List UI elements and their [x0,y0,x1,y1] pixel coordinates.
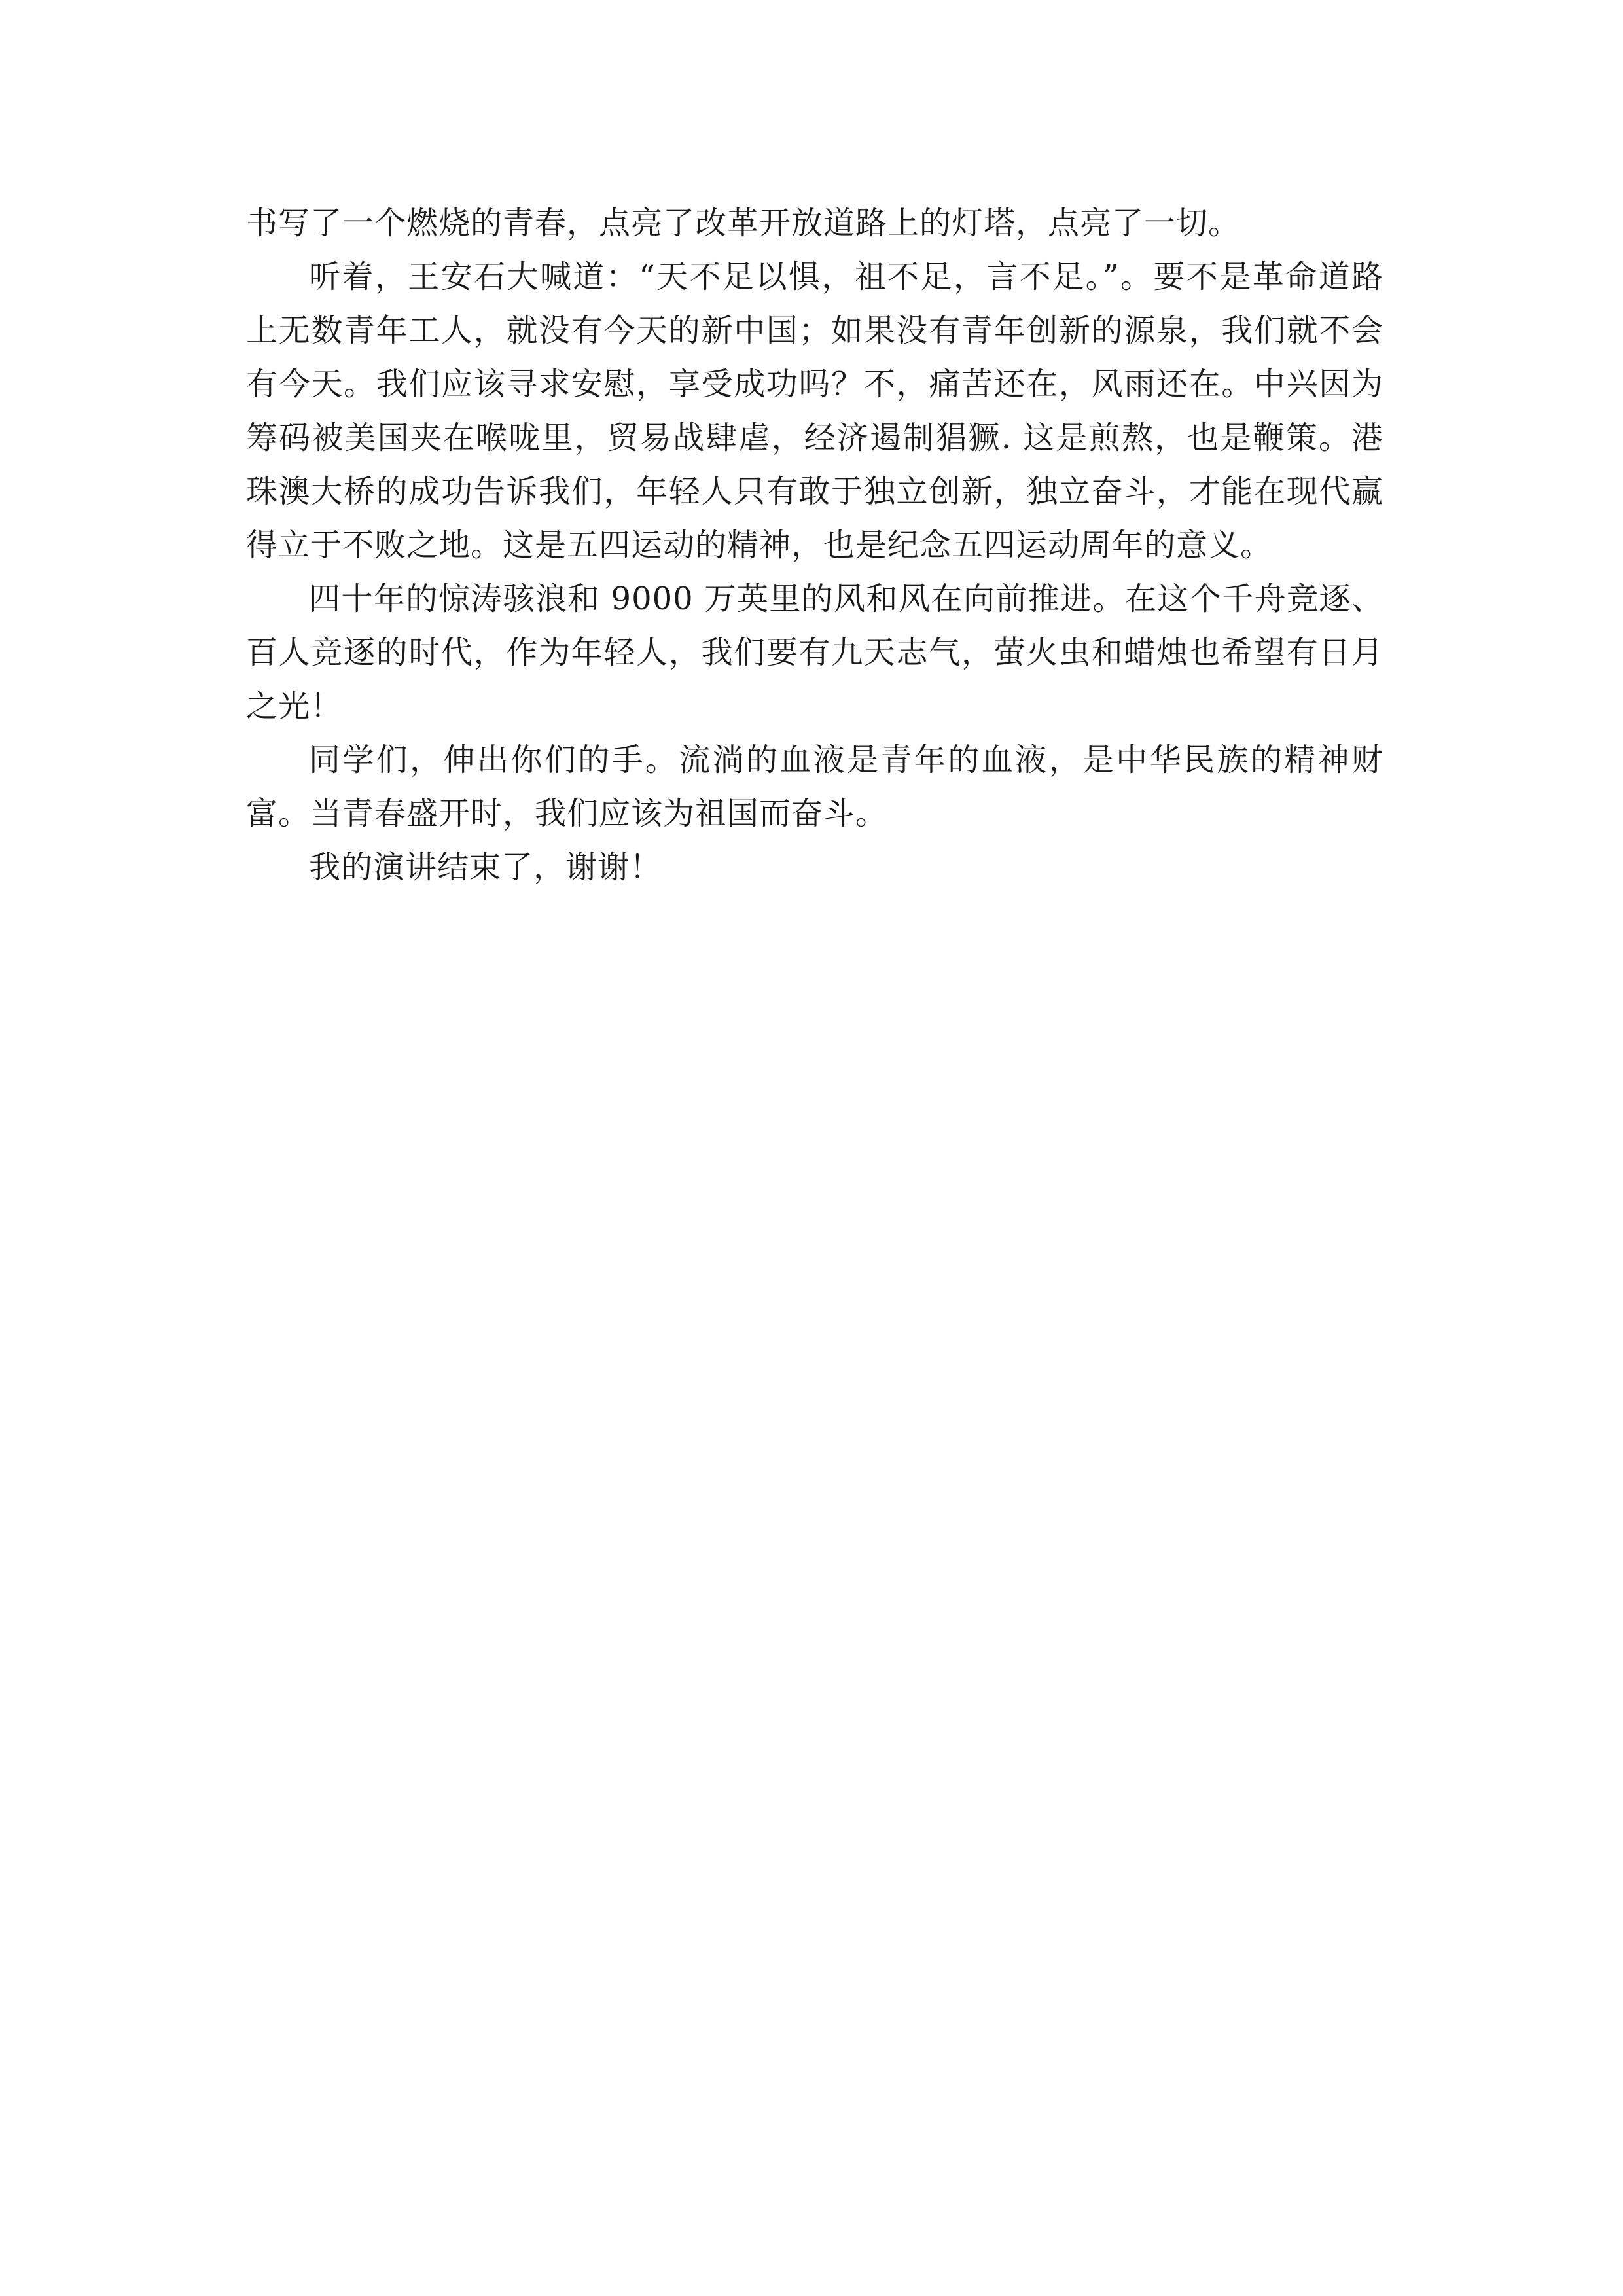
speech-body [246,196,1383,894]
paragraph-5: 我的演讲结束了，谢谢！ [309,849,662,886]
paragraph-4: 同学们，伸出你们的手。流淌的血液是青年的血液，是中华民族的精神财富。当青春盛开时，我们应该为祖国而奋斗。 [246,742,1383,832]
paragraph-2: 听着，王安石大喊道：“天不足以惧，祖不足，言不足。”。要不是革命道路上无数青年工人，就没有今天的新中国；如果没有青年创新的源泉，我们就不会有今天。我们应该寻求安慰，享受成功吗？不，痛苦还在，风雨还在。中兴因为筹码被美国夹在喉咙里，贸易战肆虐，经济遏制猖獗. 这是煎熬，也是鞭策。港珠澳大桥的成功告诉我们，年轻人只有敢于独立创新，独立奋斗，才能在现代赢得立于不败之地。这是五四运动的精神，也是纪念五四运动周年的意义。 [246,259,1383,564]
paragraph-3: 四十年的惊涛骇浪和 9000 万英里的风和风在向前推进。在这个千舟竞逐、百人竞逐的时代，作为年轻人，我们要有九天志气，萤火虫和蜡烛也希望有日月之光！ [246,581,1383,725]
paragraph-1: 书写了一个燃烧的青春，点亮了改革开放道路上的灯塔，点亮了一切。 [246,205,1241,242]
